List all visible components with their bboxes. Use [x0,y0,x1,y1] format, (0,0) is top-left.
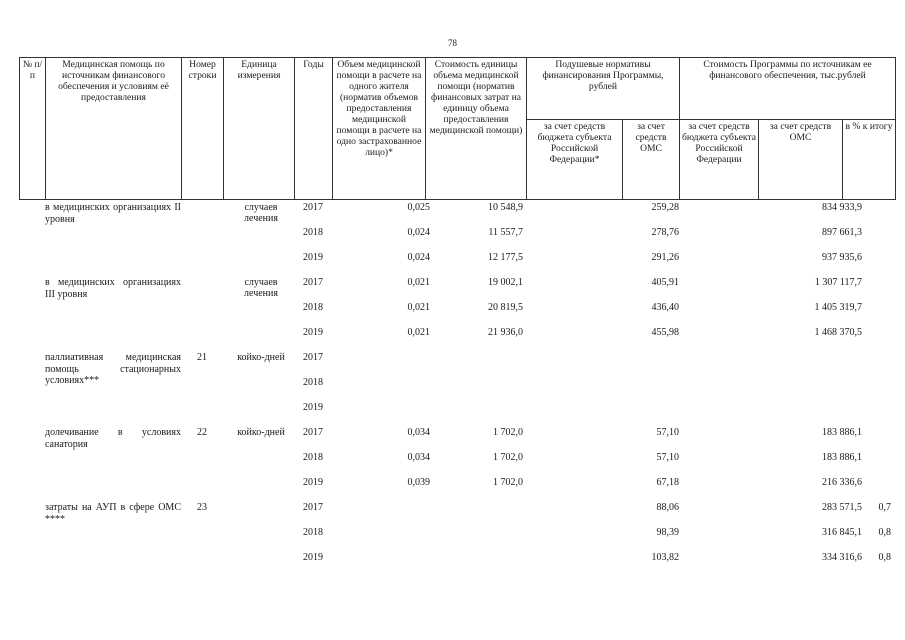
table-row [19,450,895,475]
program-omc-cell: 183 886,1 [822,427,862,438]
year-cell: 2017 [303,502,323,513]
table-row [19,300,895,325]
unit-cost-cell: 10 548,9 [488,202,523,213]
header-per-capita-budget: за счет средств бюджета субъекта Российской Федерации* [527,120,623,200]
page-number: 78 [448,38,457,48]
table-row [19,225,895,250]
row-number-cell: 22 [197,427,207,438]
program-omc-cell: 334 316,6 [822,552,862,563]
row-group [19,500,895,575]
year-cell: 2019 [303,327,323,338]
header-unit: Единица измерения [224,58,295,200]
row-label: в медицинских организациях II уровня [45,202,181,225]
unit-cost-cell: 1 702,0 [493,452,523,463]
year-cell: 2018 [303,452,323,463]
volume-cell: 0,024 [407,252,430,263]
header-per-capita: Подушевые нормативы финансирования Программы, рублей [527,58,680,120]
header-volume: Объем медицинской помощи в расчете на одного жителя (норматив объемов предоставления медицинской помощи в расчете на одно застрахованное лицо)* [333,58,426,200]
year-cell: 2017 [303,352,323,363]
table-row [19,425,895,450]
per-capita-omc-cell: 291,26 [651,252,679,263]
header-program-pct: в % к итогу [843,120,896,200]
year-cell: 2019 [303,402,323,413]
per-capita-omc-cell: 103,82 [651,552,679,563]
row-label: паллиативная медицинская помощь стационарных условиях*** [45,352,181,386]
volume-cell: 0,025 [407,202,430,213]
pct-cell: 0,8 [878,527,891,538]
unit-cell: случаев лечения [244,202,278,224]
header-medical-help: Медицинская помощь по источникам финансового обеспечения и условиям её предоставления [46,58,182,200]
unit-cell: койко-дней [237,427,285,438]
year-cell: 2019 [303,477,323,488]
program-omc-cell: 316 845,1 [822,527,862,538]
per-capita-omc-cell: 259,28 [651,202,679,213]
volume-cell: 0,021 [407,302,430,313]
row-group [19,275,895,350]
table-row [19,475,895,500]
program-omc-cell: 283 571,5 [822,502,862,513]
header-program-cost: Стоимость Программы по источникам ее финансового обеспечения, тыс.рублей [680,58,896,120]
row-group [19,200,895,275]
unit-cost-cell: 21 936,0 [488,327,523,338]
per-capita-omc-cell: 436,40 [651,302,679,313]
table-row [19,500,895,525]
year-cell: 2017 [303,427,323,438]
pct-cell: 0,8 [878,552,891,563]
row-number-cell: 21 [197,352,207,363]
year-cell: 2017 [303,277,323,288]
year-cell: 2018 [303,302,323,313]
unit-cell: койко-дней [237,352,285,363]
per-capita-omc-cell: 88,06 [656,502,679,513]
program-omc-cell: 216 336,6 [822,477,862,488]
table-row [19,275,895,300]
header-row-number: Номер строки [182,58,224,200]
row-label: в медицинских организациях III уровня [45,277,181,300]
per-capita-omc-cell: 98,39 [656,527,679,538]
table-row [19,250,895,275]
volume-cell: 0,024 [407,227,430,238]
table-body [19,200,895,575]
per-capita-omc-cell: 278,76 [651,227,679,238]
table-row [19,525,895,550]
table-row [19,400,895,425]
table-row [19,200,895,225]
year-cell: 2018 [303,227,323,238]
per-capita-omc-cell: 67,18 [656,477,679,488]
year-cell: 2017 [303,202,323,213]
row-label: долечивание в условиях санатория [45,427,181,450]
year-cell: 2018 [303,527,323,538]
per-capita-omc-cell: 57,10 [656,452,679,463]
header-program-budget: за счет средств бюджета субъекта Российской Федерации [680,120,759,200]
volume-cell: 0,021 [407,327,430,338]
program-omc-cell: 1 468 370,5 [814,327,862,338]
per-capita-omc-cell: 405,91 [651,277,679,288]
row-group [19,425,895,500]
pct-cell: 0,7 [878,502,891,513]
table-row [19,550,895,575]
header-years: Годы [295,58,333,200]
year-cell: 2018 [303,377,323,388]
table-row [19,375,895,400]
header-num: № п/п [20,58,46,200]
unit-cost-cell: 1 702,0 [493,477,523,488]
program-omc-cell: 834 933,9 [822,202,862,213]
header-per-capita-omc: за счет средств ОМС [623,120,680,200]
row-group [19,350,895,425]
table-row [19,325,895,350]
volume-cell: 0,021 [407,277,430,288]
year-cell: 2019 [303,252,323,263]
unit-cost-cell: 1 702,0 [493,427,523,438]
program-omc-cell: 897 661,3 [822,227,862,238]
volume-cell: 0,039 [407,477,430,488]
volume-cell: 0,034 [407,427,430,438]
row-number-cell: 23 [197,502,207,513]
program-omc-cell: 937 935,6 [822,252,862,263]
unit-cost-cell: 11 557,7 [488,227,523,238]
header-unit-cost: Стоимость единицы объема медицинской помощи (норматив финансовых затрат на единицу объема предоставления медицинской помощи) [426,58,527,200]
table-header [19,57,896,200]
program-omc-cell: 183 886,1 [822,452,862,463]
row-label: затраты на АУП в сфере ОМС **** [45,502,181,525]
unit-cell: случаев лечения [244,277,278,299]
program-omc-cell: 1 405 319,7 [814,302,862,313]
unit-cost-cell: 19 002,1 [488,277,523,288]
unit-cost-cell: 12 177,5 [488,252,523,263]
year-cell: 2019 [303,552,323,563]
per-capita-omc-cell: 455,98 [651,327,679,338]
unit-cost-cell: 20 819,5 [488,302,523,313]
volume-cell: 0,034 [407,452,430,463]
header-program-omc: за счет средств ОМС [759,120,843,200]
program-omc-cell: 1 307 117,7 [814,277,862,288]
per-capita-omc-cell: 57,10 [656,427,679,438]
